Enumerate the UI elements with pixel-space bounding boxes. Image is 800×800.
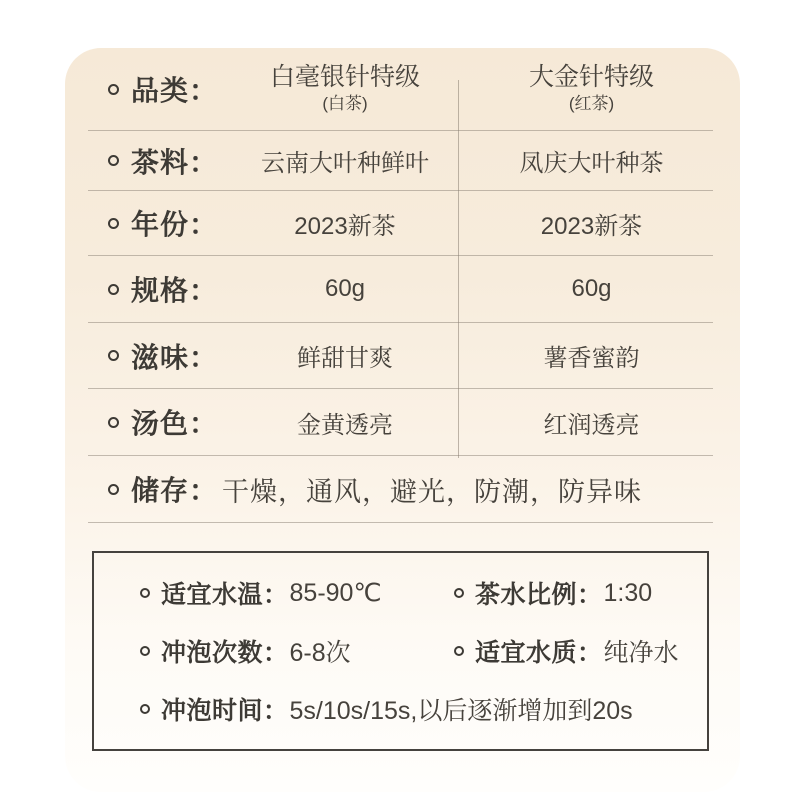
bullet-icon xyxy=(140,588,150,598)
table-row-storage xyxy=(88,456,713,523)
table-row-spec xyxy=(88,256,713,323)
col2-title: 大金针特级 xyxy=(528,63,654,92)
spec-col2: 60g xyxy=(571,275,612,302)
bullet-icon xyxy=(454,588,464,598)
brew-label: 适宜水质： xyxy=(475,639,603,667)
table-row-material xyxy=(88,131,713,191)
bullet-icon xyxy=(108,284,119,295)
brew-value: 纯净水 xyxy=(603,639,679,667)
table-row-taste xyxy=(88,323,713,389)
table-row-year xyxy=(88,191,713,256)
brew-row-2 xyxy=(94,633,707,669)
row-label-year xyxy=(88,203,220,243)
bullet-icon xyxy=(108,155,119,166)
table-row-category xyxy=(88,48,713,131)
brew-value: 85-90℃ xyxy=(289,579,382,607)
year-col2: 2023新茶 xyxy=(540,212,643,240)
brew-row-3 xyxy=(94,691,707,727)
liquor-color-col2: 红润透亮 xyxy=(543,411,640,439)
row-label-text: 品类： xyxy=(131,75,219,106)
row-label-text: 茶料： xyxy=(131,146,219,178)
row-label-liquor-color xyxy=(88,402,220,442)
category-col1 xyxy=(220,63,470,114)
category-col2 xyxy=(470,63,713,114)
row-label-category xyxy=(88,69,220,109)
bullet-icon xyxy=(140,646,150,656)
brew-item-times xyxy=(140,633,454,669)
brew-row-1 xyxy=(94,575,707,611)
brew-label: 适宜水温： xyxy=(161,581,289,609)
brew-value: 5s/10s/15s,以后逐渐增加到20s xyxy=(289,697,633,725)
col1-subtitle: (白茶) xyxy=(322,94,368,114)
row-label-text: 年份： xyxy=(131,209,219,240)
bullet-icon xyxy=(454,646,464,656)
row-label-text: 滋味： xyxy=(131,341,219,373)
row-label-material xyxy=(88,141,220,181)
bullet-icon xyxy=(108,417,119,428)
spec-table xyxy=(88,48,713,523)
material-col1: 云南大叶种鲜叶 xyxy=(261,150,429,177)
brewing-guide-box xyxy=(92,551,709,751)
brew-item-ratio xyxy=(454,575,652,611)
row-label-text: 汤色： xyxy=(131,408,219,439)
brew-value: 6-8次 xyxy=(289,639,351,667)
brew-label: 冲泡次数： xyxy=(161,639,289,667)
col1-title: 白毫银针特级 xyxy=(269,63,420,92)
taste-col2: 薯香蜜韵 xyxy=(543,345,640,372)
col2-subtitle: (红茶) xyxy=(568,94,615,114)
brew-item-brew-time xyxy=(140,691,633,727)
spec-col1: 60g xyxy=(324,275,366,302)
brew-label: 冲泡时间： xyxy=(161,697,289,725)
brew-item-water-quality xyxy=(454,633,679,669)
bullet-icon xyxy=(108,84,119,95)
bullet-icon xyxy=(108,218,119,229)
row-label-taste xyxy=(88,336,220,376)
brew-item-water-temp xyxy=(140,575,454,611)
bullet-icon xyxy=(140,704,150,714)
bullet-icon xyxy=(108,484,119,495)
storage-value: 干燥，通风，避光，防潮，防异味 xyxy=(222,476,643,507)
bullet-icon xyxy=(108,350,119,361)
material-col2: 凤庆大叶种茶 xyxy=(519,150,664,177)
year-col1: 2023新茶 xyxy=(294,212,396,240)
table-row-liquor-color xyxy=(88,389,713,456)
product-spec-card xyxy=(65,48,740,792)
brew-label: 茶水比例： xyxy=(475,581,603,609)
row-label-spec xyxy=(88,269,220,309)
row-label-text: 规格： xyxy=(131,275,219,306)
liquor-color-col1: 金黄透亮 xyxy=(297,411,393,439)
taste-col1: 鲜甜甘爽 xyxy=(297,345,393,372)
storage-label: 储存： xyxy=(131,475,219,506)
brew-value: 1:30 xyxy=(603,578,653,607)
